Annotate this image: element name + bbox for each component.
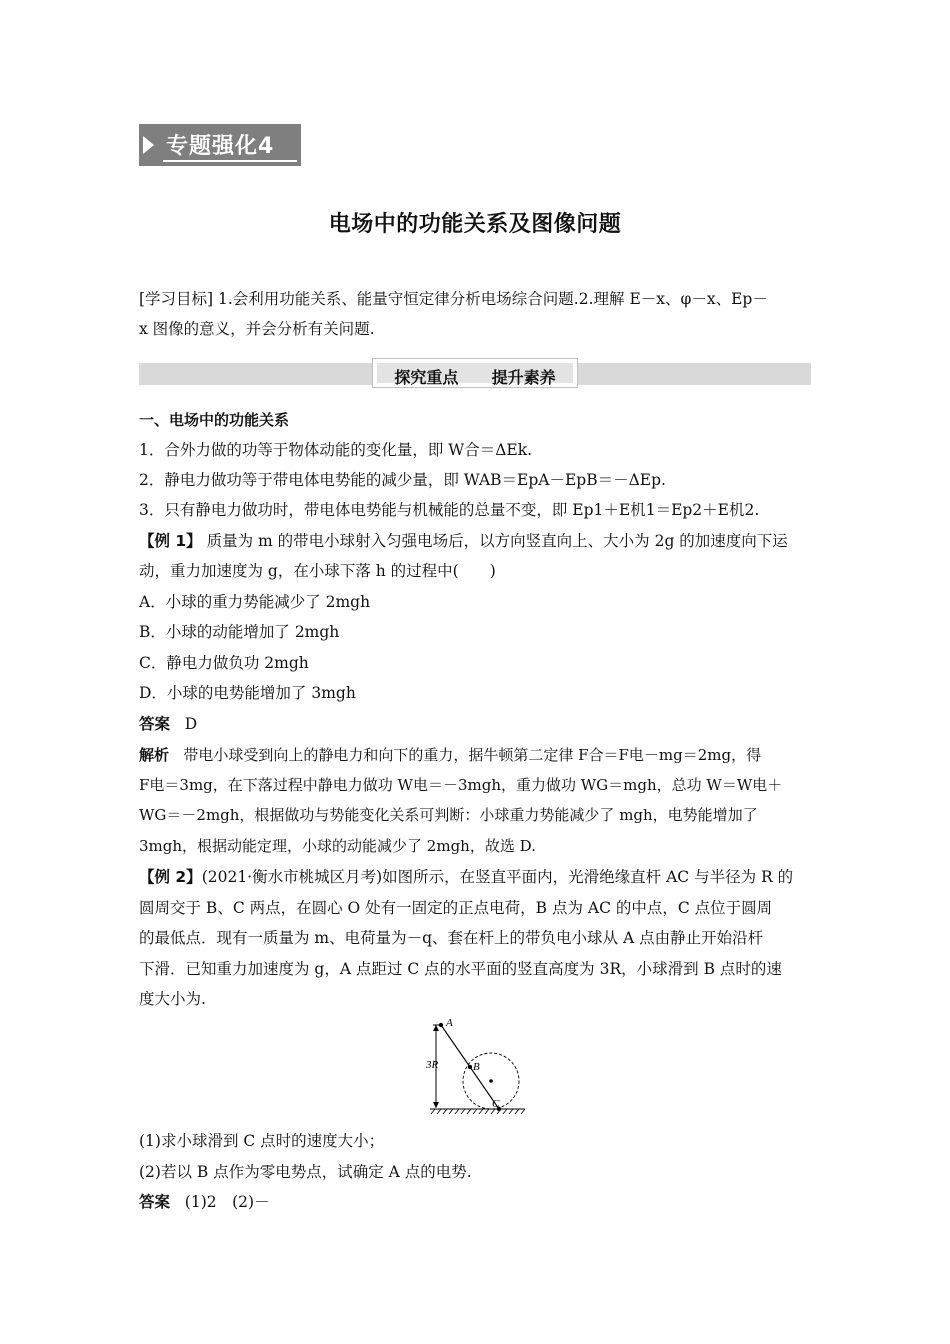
example-2-answer-label: 答案 [139,1193,171,1211]
point-a-dot [439,1023,443,1027]
arrow-down-icon [433,1102,439,1108]
rule-item-2: 2．静电力做功等于带电体电势能的减少量，即 WAB＝EpA－EpB＝－ΔEp. [139,471,666,489]
center-charge-dot [489,1079,493,1083]
example-1-line-2: 动，重力加速度为 g，在小球下落 h 的过程中( ) [139,562,496,580]
example-1-label: 【例 1】 [139,532,202,550]
section-badge [139,124,301,166]
section-heading: 一、电场中的功能关系 [139,411,290,429]
arrow-up-icon [433,1025,439,1031]
question-2: (2)若以 B 点作为零电势点，试确定 A 点的电势. [139,1163,472,1181]
rule-item-3: 3．只有静电力做功时，带电体电势能与机械能的总量不变，即 Ep1＋E机1＝Ep2＋E机2. [139,501,760,519]
example-2-line-5: 度大小为. [139,990,206,1008]
example-1-text: 质量为 m 的带电小球射入匀强电场后，以方向竖直向上、大小为 2g 的加速度向下运 [201,532,788,550]
page-title: 电场中的功能关系及图像问题 [328,212,622,237]
banner-left-label: 探究重点 [394,368,459,387]
objective-line-2: x 图像的意义，并会分析有关问题. [139,320,375,338]
analysis-line-3: WG＝－2mgh，根据做功与势能变化关系可判断：小球重力势能减少了 mgh，电势能增加了 [139,806,758,824]
rule-item-1: 1．合外力做的功等于物体动能的变化量，即 W合＝ΔEk. [139,441,533,459]
example-2-label: 【例 2】 [139,868,202,886]
option-b: B．小球的动能增加了 2mgh [139,623,340,641]
example-2-answer [139,1192,270,1212]
answer-value: D [184,715,198,733]
analysis-line-2: F电＝3mg，在下落过程中静电力做功 W电＝－3mgh，重力做功 WG＝mgh，总功 W＝W电＋ [139,776,783,794]
example-2-line-3: 的最低点．现有一质量为 m、电荷量为－q、套在杆上的带负电小球从 A 点由静止开始沿杆 [139,929,764,947]
option-c: C．静电力做负功 2mgh [139,654,309,672]
answer-label: 答案 [139,715,171,733]
label-b: B [473,1061,480,1073]
example-2-line-1 [139,867,793,887]
analysis-line-4: 3mgh，根据动能定理，小球的动能减少了 2mgh，故选 D. [139,837,536,855]
analysis-line-1 [139,745,761,765]
example-2-line-4: 下滑．已知重力加速度为 g，A 点距过 C 点的水平面的竖直高度为 3R，小球滑到 B 点时的速 [139,960,782,978]
play-arrow-icon [143,136,154,154]
label-a: A [446,1017,453,1029]
banner-text [377,365,573,388]
physics-figure [425,1015,535,1120]
section-banner [372,358,578,388]
analysis-text-1: 带电小球受到向上的静电力和向下的重力，据牛顿第二定律 F合＝F电－mg＝2mg，得 [183,746,762,764]
example-2-line-2: 圆周交于 B、C 两点，在圆心 O 处有一固定的正点电荷，B 点为 AC 的中点，C 点位于圆周 [139,899,773,917]
question-1: (1)求小球滑到 C 点时的速度大小； [139,1132,385,1150]
banner-right-label: 提升素养 [491,368,556,387]
badge-underline [163,160,297,162]
badge-label: 专题强化4 [166,134,275,159]
ground-hatching [431,1109,525,1114]
example-1-line-1 [139,531,788,551]
example-1-answer [139,714,197,734]
banner-inner [377,363,573,387]
example-2-text: (2021·衡水市桃城区月考)如图所示，在竖直平面内，光滑绝缘直杆 AC 与半径为 R 的 [201,868,794,886]
analysis-label: 解析 [139,746,170,764]
label-c: C [492,1098,500,1110]
height-label: 3R [426,1059,439,1071]
option-d: D．小球的电势能增加了 3mgh [139,684,356,702]
example-2-answer-value: (1)2 (2)－ [184,1193,270,1211]
option-a: A．小球的重力势能减少了 2mgh [139,593,371,611]
objective-line-1: [学习目标] 1.会利用功能关系、能量守恒定律分析电场综合问题.2.理解 E－x、φ－x、Ep－ [139,290,768,308]
point-b-dot [468,1065,472,1069]
